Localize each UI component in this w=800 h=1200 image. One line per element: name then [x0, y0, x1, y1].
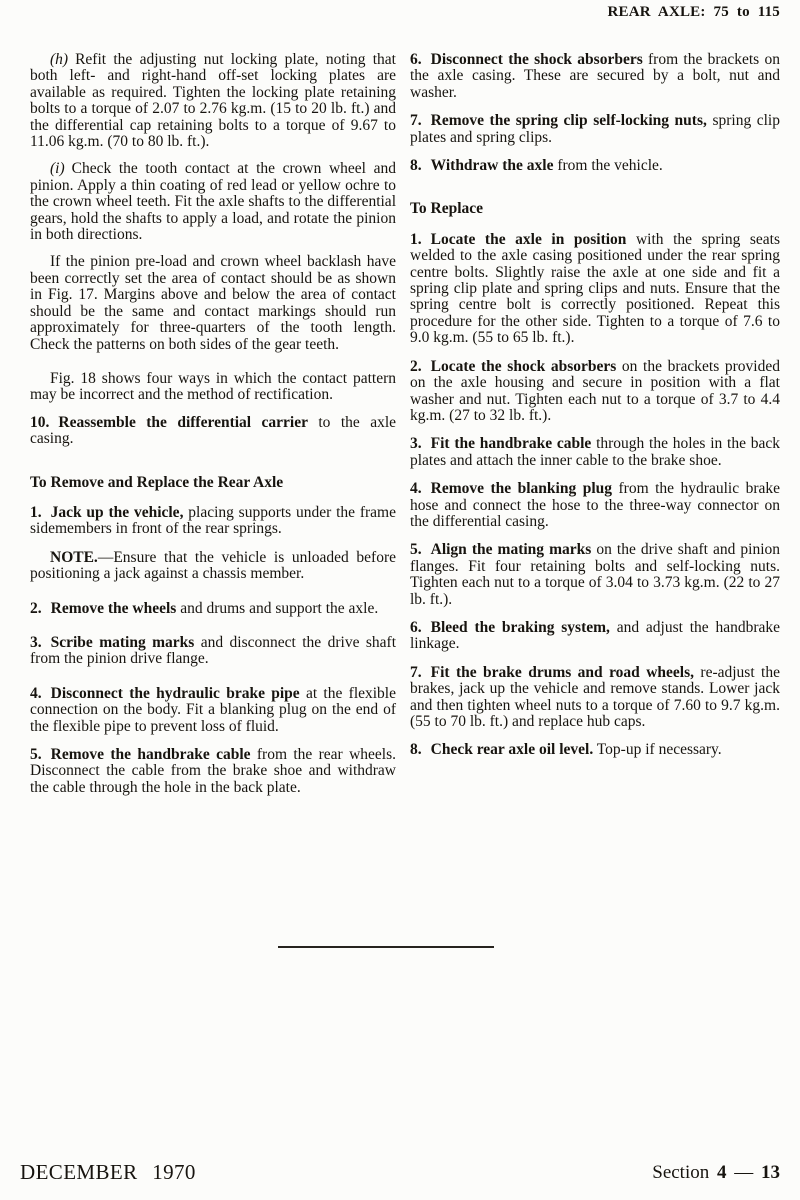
- step-4-disconnect-brake-pipe: [30, 686, 396, 735]
- step-number: 3.: [30, 633, 42, 651]
- section-divider: [278, 946, 494, 948]
- step-title: Reassemble the differential carrier: [58, 413, 308, 431]
- replace-step-1-locate-axle: [410, 232, 780, 347]
- step-text: through the holes in the back plates and attach the inner cable to the brake shoe.: [410, 435, 780, 469]
- footer-page-number: 13: [761, 1162, 780, 1183]
- step-title: Locate the shock absorbers: [430, 357, 617, 375]
- step-7-remove-spring-clip-nuts: [410, 113, 780, 146]
- note-paragraph: [30, 550, 396, 583]
- step-number: 10.: [30, 413, 50, 431]
- step-6-disconnect-shock-absorbers: [410, 52, 780, 101]
- step-text: and adjust the handbrake linkage.: [410, 618, 781, 653]
- step-number: 5.: [30, 746, 42, 763]
- step-3-scribe-marks: [30, 635, 396, 668]
- replace-step-6-bleed-braking-system: [410, 620, 780, 653]
- two-column-layout: [30, 52, 780, 808]
- paragraph-i: [30, 161, 396, 243]
- step-text: from the brackets on the axle casing. These are secured by a bolt, nut and washer.: [410, 51, 780, 101]
- step-title: Align the mating marks: [430, 541, 592, 559]
- running-head: REAR AXLE: 75 to 115: [607, 4, 780, 20]
- step-text: with the spring seats welded to the axle casing positioned under the rear spring centre bolts. Slightly raise the axle at one side and fit a spring clip plate and spring clips and nuts. Ensure that the spring centre bolt is correctly positioned. Repeat this procedure for the other side. Tighten to a torque of 7.6 to 9.0 kg.m. (55 to 65 lb. ft.).: [410, 230, 780, 347]
- paragraph-fig17: If the pinion pre-load and crown wheel backlash have been correctly set the area of contact should be as shown in Fig. 17. Margins above and below the area of contact should be the same and contact markings should run approximately for three-quarters of the tooth length. Check the patterns on both sides of the gear teeth.: [30, 253, 396, 353]
- step-title: Bleed the braking system,: [430, 618, 610, 636]
- step-number: 8.: [410, 157, 422, 175]
- step-number: 3.: [410, 435, 422, 453]
- step-8-withdraw-axle: [410, 158, 780, 174]
- step-number: 5.: [410, 541, 422, 559]
- footer-section-label: Section: [652, 1162, 710, 1183]
- step-text: and disconnect the drive shaft from the pinion drive flange.: [30, 633, 396, 668]
- step-title: Disconnect the hydraulic brake pipe: [50, 684, 300, 702]
- footer-section-page: [652, 1162, 780, 1184]
- step-1-jack-up: [30, 505, 396, 538]
- step-title: Scribe mating marks: [50, 633, 195, 651]
- step-5-remove-handbrake-cable: [30, 747, 396, 796]
- step-number: 7.: [410, 663, 422, 681]
- step-title: Locate the axle in position: [430, 230, 627, 248]
- paragraph-h-text: Refit the adjusting nut locking plate, noting that both left- and right-hand off-set locking plates are available as required. Tighten the locking plate retaining bolts to a torque of 2.07 to 2.76 kg.m. (15 to 20 lb. ft.) and the differential cap retaining bolts to a torque of 9.67 to 11.06 kg.m. (70 to 80 lb. ft.).: [30, 51, 396, 151]
- step-number: 8.: [410, 741, 422, 759]
- step-number: 7.: [410, 112, 422, 130]
- step-title: Withdraw the axle: [430, 157, 554, 175]
- footer-section-number: 4: [717, 1162, 727, 1183]
- step-text: at the flexible connection on the body. Fit a blanking plug on the end of the flexible pipe to prevent loss of fluid.: [30, 684, 396, 735]
- step-text: from the vehicle.: [553, 157, 663, 175]
- right-column: [410, 52, 780, 808]
- step-number: 2.: [30, 599, 42, 617]
- step-number: 6.: [410, 618, 422, 636]
- replace-step-4-remove-blanking-plug: [410, 481, 780, 530]
- paragraph-h-label: (h): [50, 51, 69, 68]
- heading-remove-replace: To Remove and Replace the Rear Axle: [30, 473, 284, 491]
- step-text: spring clip plates and spring clips.: [410, 112, 780, 146]
- note-label: NOTE.: [50, 548, 98, 566]
- step-text: from the rear wheels. Disconnect the cable from the brake shoe and withdraw the cable through the hole in the back plate.: [30, 746, 396, 796]
- step-2-remove-wheels: [30, 601, 396, 617]
- step-text: placing supports under the frame sidemembers in front of the rear springs.: [30, 503, 396, 538]
- step-text: Top-up if necessary.: [593, 741, 722, 759]
- step-title: Remove the handbrake cable: [50, 746, 251, 763]
- replace-step-8-check-oil-level: [410, 742, 780, 758]
- replace-step-7-fit-brake-drums: [410, 665, 780, 731]
- paragraph-i-label: (i): [50, 160, 65, 178]
- footer-date: DECEMBER 1970: [20, 1160, 196, 1184]
- step-title: Disconnect the shock absorbers: [430, 51, 643, 68]
- paragraph-fig18: Fig. 18 shows four ways in which the contact pattern may be incorrect and the method of rectification.: [30, 369, 396, 404]
- paragraph-i-text: Check the tooth contact at the crown wheel and pinion. Apply a thin coating of red lead or yellow ochre to the crown wheel teeth. Fit the axle shafts to the differential gears, hold the shafts to apply a load, and rotate the pinion in both directions.: [30, 160, 396, 244]
- step-text: from the hydraulic brake hose and connect the hose to the three-way connector on the differential casing.: [410, 480, 780, 530]
- replace-step-2-locate-shock-absorbers: [410, 359, 780, 425]
- step-text: re-adjust the brakes, jack up the vehicle and remove stands. Lower jack and then tighten wheel nuts to a torque of 7.60 to 9.7 kg.m. (55 to 70 lb. ft.) and replace hub caps.: [410, 663, 780, 730]
- step-10-reassemble: [30, 415, 396, 448]
- step-number: 1.: [30, 503, 42, 521]
- left-column: [30, 52, 396, 808]
- step-text: on the drive shaft and pinion flanges. Fit four retaining bolts and self-locking nuts. Tighten each nut to a torque of 3.04 to 3.73 kg.m. (22 to 27 lb. ft.).: [410, 541, 780, 608]
- step-title: Remove the wheels: [50, 599, 177, 617]
- footer-dash: —: [734, 1162, 754, 1183]
- paragraph-h: [30, 52, 396, 150]
- step-number: 4.: [410, 480, 422, 498]
- step-number: 2.: [410, 357, 422, 375]
- step-title: Remove the spring clip self-locking nuts,: [430, 112, 707, 130]
- step-title: Remove the blanking plug: [430, 480, 613, 498]
- replace-step-3-fit-handbrake-cable: [410, 436, 780, 469]
- step-text: and drums and support the axle.: [176, 599, 379, 617]
- heading-to-replace: To Replace: [410, 200, 484, 218]
- step-text: to the axle casing.: [30, 413, 397, 448]
- step-title: Fit the handbrake cable: [430, 435, 592, 453]
- replace-step-5-align-mating-marks: [410, 542, 780, 608]
- step-number: 4.: [30, 684, 42, 702]
- step-title: Check rear axle oil level.: [430, 741, 594, 759]
- step-number: 6.: [410, 51, 422, 68]
- note-text: —Ensure that the vehicle is unloaded before positioning a jack against a chassis member.: [30, 548, 396, 583]
- step-title: Jack up the vehicle,: [50, 503, 184, 521]
- step-number: 1.: [410, 230, 422, 248]
- step-title: Fit the brake drums and road wheels,: [430, 663, 694, 681]
- step-text: on the brackets provided on the axle housing and secure in position with a flat washer and nut. Tighten each nut to a torque of 3.7 to 4.4 kg.m. (27 to 32 lb. ft.).: [410, 357, 780, 424]
